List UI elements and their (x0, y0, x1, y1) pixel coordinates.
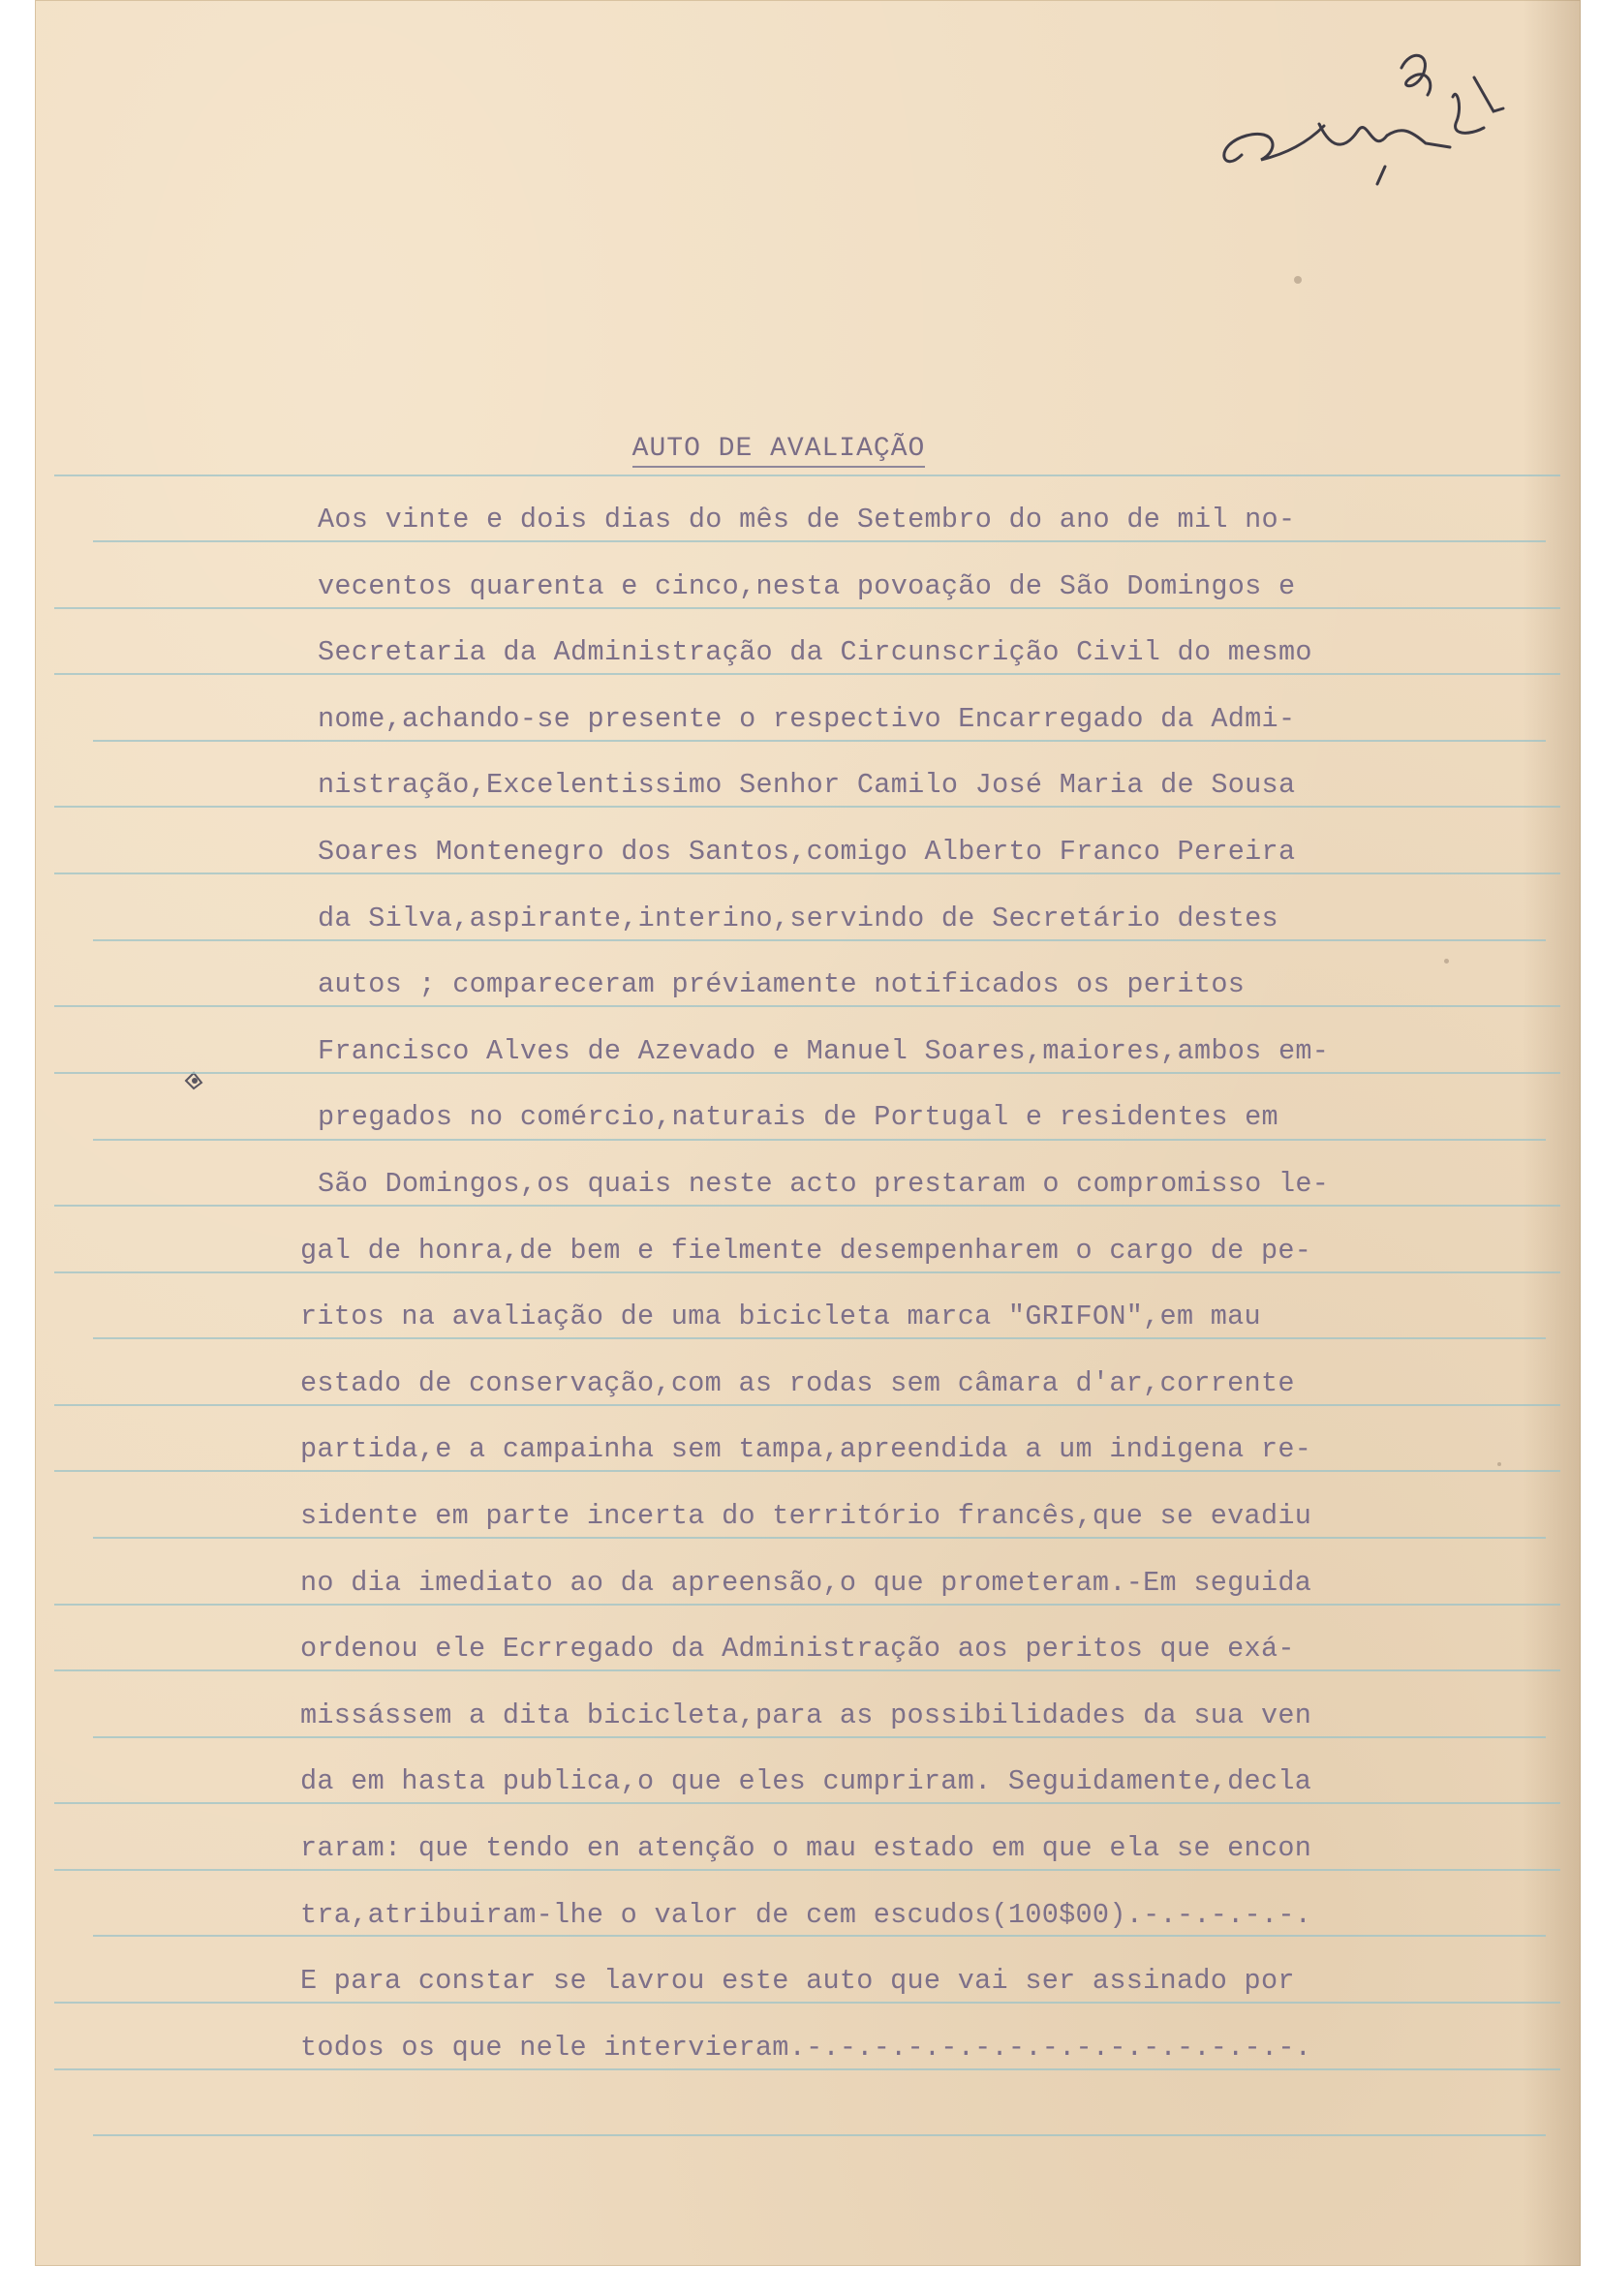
body-text-line: Aos vinte e dois dias do mês de Setembro do ano de mil no- (318, 504, 1296, 536)
ruled-line (54, 1802, 1560, 1804)
ruled-line (54, 1072, 1560, 1074)
body-text-line: raram: que tendo en atenção o mau estado em que ela se encon (300, 1832, 1312, 1864)
document-title-text: AUTO DE AVALIAÇÃO (632, 434, 926, 468)
body-text-line: ritos na avaliação de uma bicicleta marca "GRIFON",em mau (300, 1301, 1261, 1333)
ruled-line (93, 1935, 1546, 1937)
ruled-line (93, 2134, 1546, 2136)
paper-speck (1444, 959, 1449, 964)
body-text-line: todos os que nele intervieram.-.-.-.-.-.-.-.-.-.-.-.-.-.-.-. (300, 2031, 1312, 2064)
ruled-line (54, 1271, 1560, 1273)
paper-speck (1294, 276, 1302, 284)
ruled-line (93, 1537, 1546, 1539)
ruled-line (93, 740, 1546, 742)
body-text-line: tra,atribuiram-lhe o valor de cem escudos(100$00).-.-.-.-.-. (300, 1898, 1312, 1931)
body-text-line: nome,achando-se presente o respectivo Encarregado da Admi- (318, 702, 1296, 735)
ruled-line (54, 1869, 1560, 1871)
ruled-line (54, 1205, 1560, 1207)
binding-hole-mark (182, 1067, 207, 1092)
body-text-line: sidente em parte incerta do território francês,que se evadiu (300, 1500, 1312, 1532)
body-text-line: Secretaria da Administração da Circunscrição Civil do mesmo (318, 636, 1312, 669)
document-title (6, 434, 1552, 464)
handwritten-signature (1203, 39, 1523, 203)
ruled-line (54, 1470, 1560, 1472)
body-text-line: vecentos quarenta e cinco,nesta povoação de São Domingos e (318, 569, 1296, 602)
body-text-line: partida,e a campainha sem tampa,apreendida a um indigena re- (300, 1433, 1312, 1466)
ruled-line (54, 673, 1560, 675)
body-text-line: E para constar se lavrou este auto que vai ser assinado por (300, 1965, 1295, 1998)
body-text-line: missássem a dita bicicleta,para as possibilidades da sua ven (300, 1699, 1312, 1731)
ruled-line (54, 806, 1560, 808)
body-text-line: autos ; compareceram préviamente notificados os peritos (318, 968, 1246, 1001)
body-text-line: da em hasta publica,o que eles cumpriram. Seguidamente,decla (300, 1765, 1312, 1798)
ruled-line (54, 475, 1560, 476)
ruled-line (54, 1404, 1560, 1406)
body-text-line: no dia imediato ao da apreensão,o que prometeram.-Em seguida (300, 1566, 1312, 1599)
page-edge-shadow (1523, 0, 1581, 2266)
body-text-line: ordenou ele Ecrregado da Administração aos peritos que exá- (300, 1633, 1295, 1666)
ruled-line (93, 939, 1546, 941)
body-text-line: estado de conservação,com as rodas sem câmara d'ar,corrente (300, 1366, 1295, 1399)
body-text-line: Francisco Alves de Azevado e Manuel Soares,maiores,ambos em- (318, 1034, 1330, 1067)
ruled-line (54, 2068, 1560, 2070)
ruled-line (54, 607, 1560, 609)
body-text-line: Soares Montenegro dos Santos,comigo Alberto Franco Pereira (318, 836, 1296, 868)
paper-speck (1497, 1462, 1501, 1466)
ruled-line (54, 1604, 1560, 1606)
ruled-line (54, 872, 1560, 874)
document-page (35, 0, 1581, 2266)
ruled-line (93, 540, 1546, 542)
body-text-line: da Silva,aspirante,interino,servindo de Secretário destes (318, 902, 1278, 934)
ruled-line (54, 1005, 1560, 1007)
ruled-line (93, 1337, 1546, 1339)
ruled-line (93, 1736, 1546, 1738)
body-text-line: gal de honra,de bem e fielmente desempenharem o cargo de pe- (300, 1234, 1312, 1267)
ruled-line (54, 2002, 1560, 2004)
body-text-line: pregados no comércio,naturais de Portugal e residentes em (318, 1101, 1278, 1134)
body-text-line: nistração,Excelentissimo Senhor Camilo José Maria de Sousa (318, 769, 1296, 802)
ruled-line (93, 1139, 1546, 1141)
ruled-line (54, 1669, 1560, 1671)
body-text-line: São Domingos,os quais neste acto prestaram o compromisso le- (318, 1168, 1330, 1200)
